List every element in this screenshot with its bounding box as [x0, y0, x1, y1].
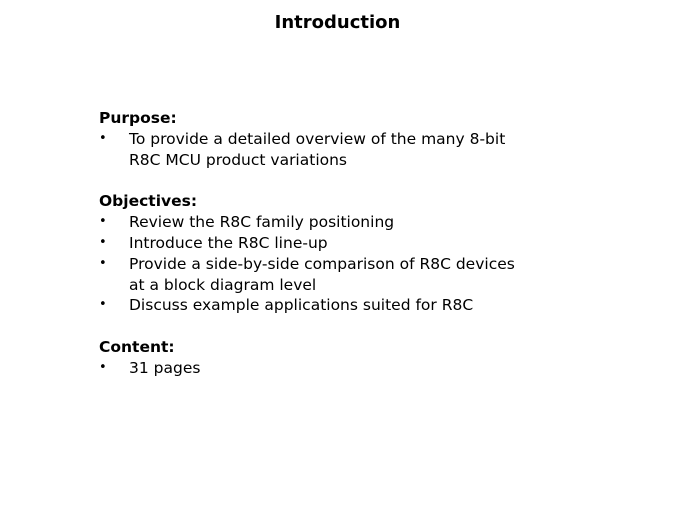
bullet-item	[99, 358, 619, 379]
bullet-text-line: Review the R8C family positioning	[129, 213, 395, 232]
bullet-marker: •	[99, 130, 107, 146]
purpose-heading: Purpose:	[99, 109, 177, 127]
objectives-section	[99, 191, 619, 316]
bullet-marker: •	[99, 214, 107, 230]
bullet-text-line: at a block diagram level	[129, 275, 317, 294]
content-list	[99, 358, 619, 379]
content-heading: Content:	[99, 338, 175, 357]
bullet-item	[99, 295, 619, 316]
bullet-marker: •	[99, 255, 107, 271]
bullet-marker: •	[99, 359, 107, 375]
bullet-item	[99, 212, 619, 233]
bullet-text-line: Discuss example applications suited for R8C	[129, 296, 474, 315]
purpose-section	[99, 108, 619, 170]
bullet-item	[99, 254, 619, 296]
purpose-list	[99, 129, 619, 171]
bullet-text-line: R8C MCU product variations	[129, 150, 348, 169]
bullet-text-line: Introduce the R8C line-up	[129, 233, 328, 252]
bullet-marker: •	[99, 297, 107, 313]
slide-title: Introduction	[274, 12, 401, 33]
bullet-marker: •	[99, 234, 107, 250]
objectives-heading: Objectives:	[99, 192, 198, 211]
bullet-text-line: 31 pages	[129, 358, 201, 377]
bullet-item	[99, 129, 619, 171]
bullet-item	[99, 233, 619, 254]
objectives-list	[99, 212, 619, 316]
slide-content	[99, 108, 619, 400]
bullet-text-line: To provide a detailed overview of the many 8-bit	[129, 129, 506, 148]
content-section	[99, 337, 619, 379]
bullet-text-line: Provide a side-by-side comparison of R8C devices	[129, 254, 515, 273]
